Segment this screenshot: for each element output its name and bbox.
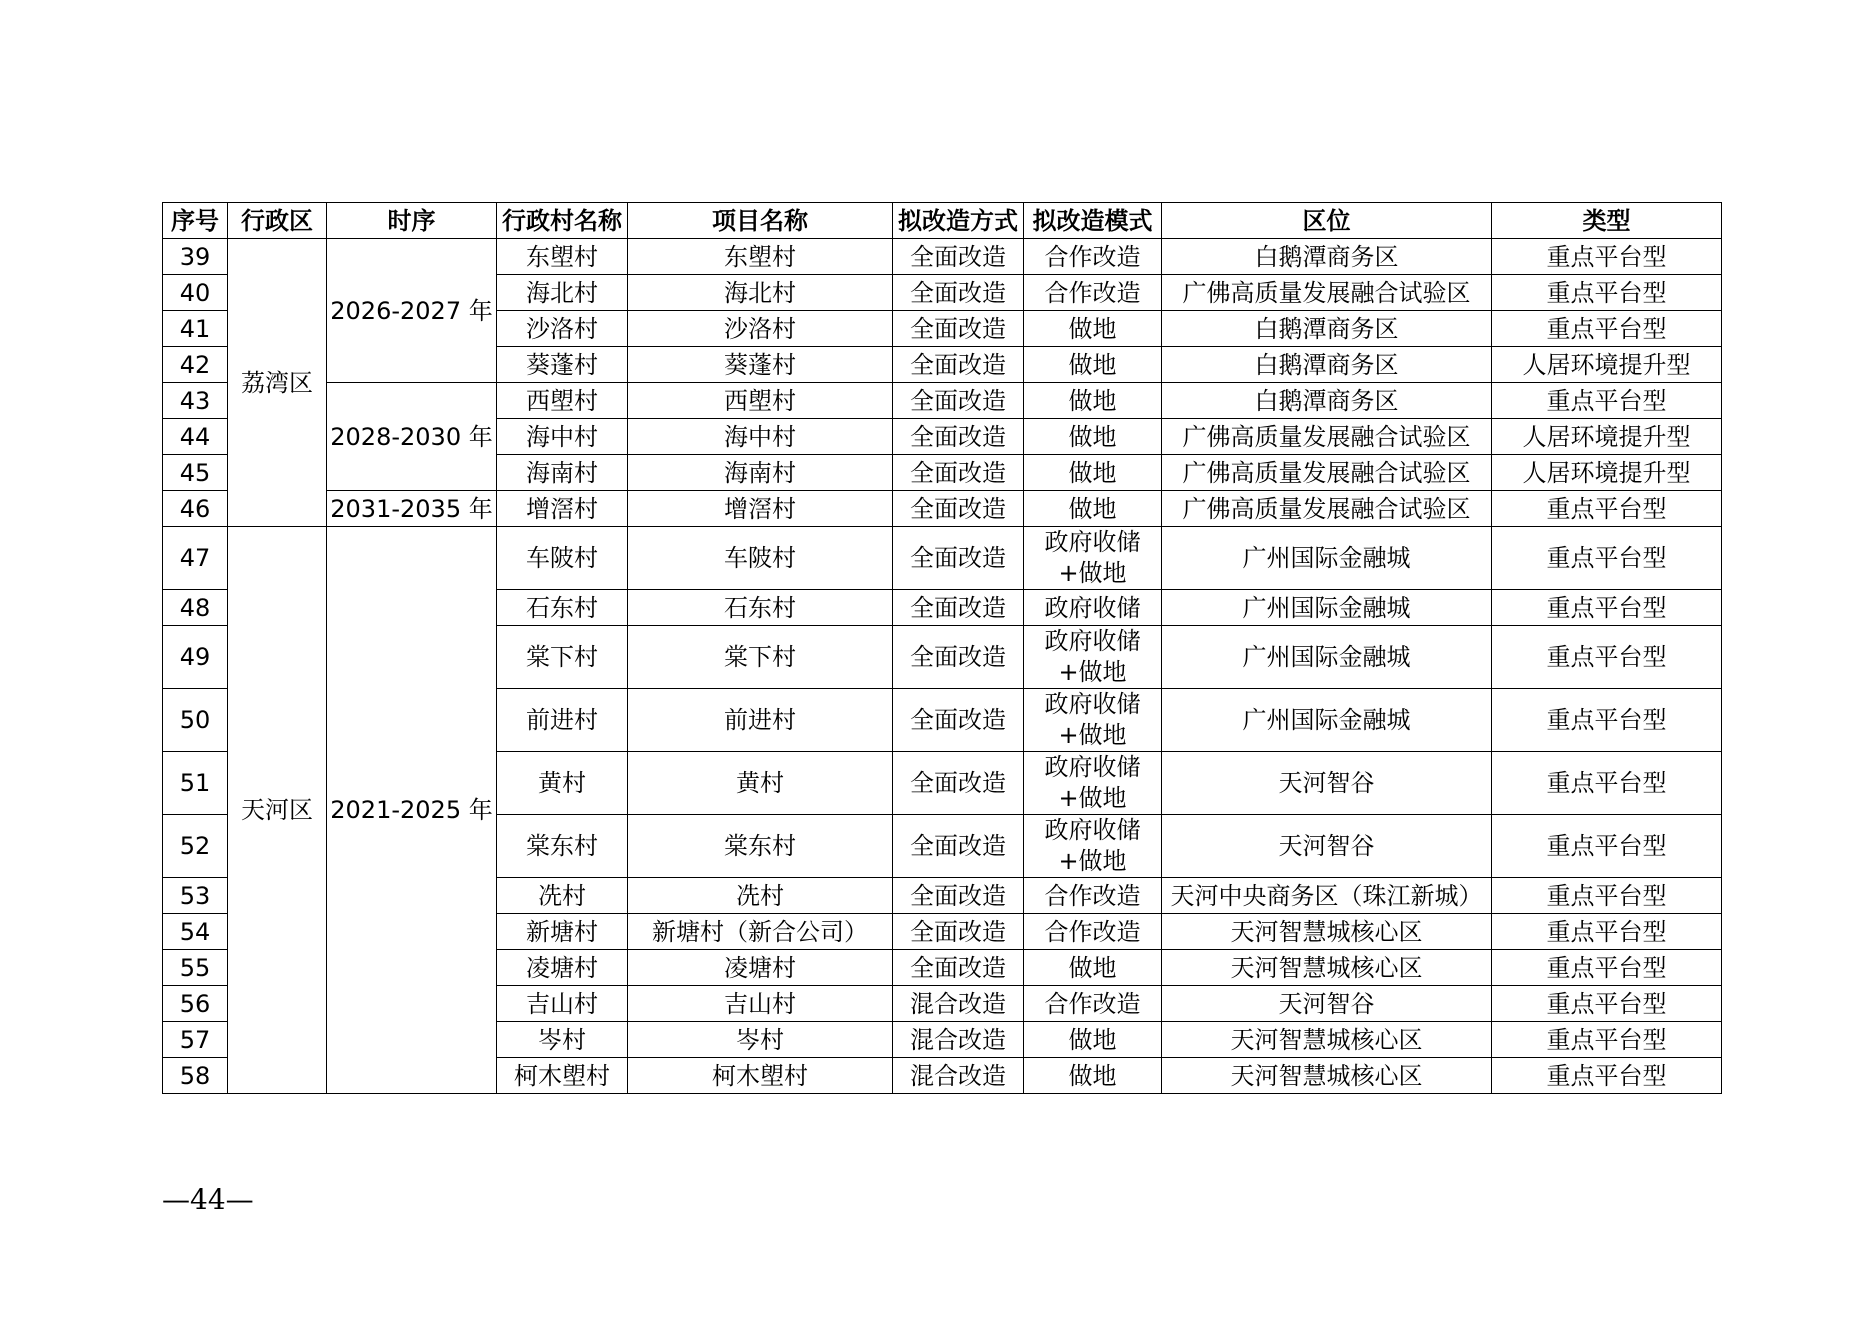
cell-renovation-mode: 做地 (1024, 347, 1162, 383)
cell-type: 重点平台型 (1492, 491, 1722, 527)
cell-renovation-method: 全面改造 (893, 275, 1024, 311)
cell-village-name: 海南村 (497, 455, 628, 491)
cell-renovation-mode: 做地 (1024, 950, 1162, 986)
cell-period-group: 2028-2030 年 (327, 383, 497, 491)
cell-renovation-method: 全面改造 (893, 815, 1024, 878)
cell-project-name: 棠下村 (628, 626, 893, 689)
cell-location: 广佛高质量发展融合试验区 (1162, 275, 1492, 311)
cell-village-name: 棠下村 (497, 626, 628, 689)
cell-project-name: 前进村 (628, 689, 893, 752)
cell-renovation-method: 全面改造 (893, 347, 1024, 383)
table-row (163, 239, 1722, 275)
cell-type: 重点平台型 (1492, 986, 1722, 1022)
cell-type: 重点平台型 (1492, 527, 1722, 590)
cell-location: 广佛高质量发展融合试验区 (1162, 455, 1492, 491)
cell-location: 天河智慧城核心区 (1162, 950, 1492, 986)
cell-location: 天河智慧城核心区 (1162, 1058, 1492, 1094)
cell-renovation-method: 全面改造 (893, 878, 1024, 914)
cell-serial-number: 52 (163, 815, 228, 878)
cell-project-name: 黄村 (628, 752, 893, 815)
cell-renovation-method: 全面改造 (893, 590, 1024, 626)
cell-serial-number: 39 (163, 239, 228, 275)
header-location: 区位 (1162, 203, 1492, 239)
cell-location: 广佛高质量发展融合试验区 (1162, 491, 1492, 527)
cell-renovation-method: 全面改造 (893, 914, 1024, 950)
cell-project-name: 东塱村 (628, 239, 893, 275)
cell-renovation-mode: 做地 (1024, 491, 1162, 527)
cell-district-group: 天河区 (228, 527, 327, 1094)
cell-project-name: 增滘村 (628, 491, 893, 527)
cell-project-name: 车陂村 (628, 527, 893, 590)
cell-renovation-mode: 政府收储 (1024, 590, 1162, 626)
cell-project-name: 石东村 (628, 590, 893, 626)
cell-project-name: 新塘村（新合公司） (628, 914, 893, 950)
header-serial-number: 序号 (163, 203, 228, 239)
cell-serial-number: 46 (163, 491, 228, 527)
cell-village-name: 吉山村 (497, 986, 628, 1022)
cell-renovation-mode: 政府收储+做地 (1024, 626, 1162, 689)
cell-type: 重点平台型 (1492, 239, 1722, 275)
cell-renovation-mode: 合作改造 (1024, 986, 1162, 1022)
cell-serial-number: 54 (163, 914, 228, 950)
cell-location: 白鹅潭商务区 (1162, 239, 1492, 275)
cell-period-group: 2021-2025 年 (327, 527, 497, 1094)
cell-project-name: 凌塘村 (628, 950, 893, 986)
cell-location: 广州国际金融城 (1162, 626, 1492, 689)
table-row (163, 527, 1722, 590)
cell-village-name: 海中村 (497, 419, 628, 455)
cell-serial-number: 41 (163, 311, 228, 347)
renovation-project-table (162, 202, 1722, 1094)
cell-renovation-method: 全面改造 (893, 527, 1024, 590)
cell-village-name: 棠东村 (497, 815, 628, 878)
cell-location: 天河智慧城核心区 (1162, 914, 1492, 950)
cell-renovation-method: 全面改造 (893, 383, 1024, 419)
cell-renovation-method: 全面改造 (893, 689, 1024, 752)
header-district: 行政区 (228, 203, 327, 239)
cell-village-name: 葵蓬村 (497, 347, 628, 383)
cell-project-name: 海中村 (628, 419, 893, 455)
cell-type: 重点平台型 (1492, 950, 1722, 986)
cell-renovation-mode: 合作改造 (1024, 914, 1162, 950)
cell-type: 人居环境提升型 (1492, 347, 1722, 383)
cell-type: 重点平台型 (1492, 311, 1722, 347)
page-number: —44— (162, 1183, 254, 1216)
cell-project-name: 棠东村 (628, 815, 893, 878)
cell-location: 广州国际金融城 (1162, 527, 1492, 590)
cell-type: 重点平台型 (1492, 1022, 1722, 1058)
cell-village-name: 增滘村 (497, 491, 628, 527)
cell-renovation-mode: 政府收储+做地 (1024, 752, 1162, 815)
cell-serial-number: 56 (163, 986, 228, 1022)
cell-village-name: 海北村 (497, 275, 628, 311)
cell-village-name: 前进村 (497, 689, 628, 752)
cell-location: 天河智慧城核心区 (1162, 1022, 1492, 1058)
cell-renovation-method: 混合改造 (893, 1058, 1024, 1094)
cell-renovation-mode: 政府收储+做地 (1024, 815, 1162, 878)
cell-type: 人居环境提升型 (1492, 455, 1722, 491)
cell-location: 天河中央商务区（珠江新城） (1162, 878, 1492, 914)
cell-village-name: 岑村 (497, 1022, 628, 1058)
cell-renovation-mode: 做地 (1024, 1058, 1162, 1094)
cell-project-name: 葵蓬村 (628, 347, 893, 383)
table-header-row (163, 203, 1722, 239)
cell-renovation-method: 全面改造 (893, 491, 1024, 527)
cell-project-name: 西塱村 (628, 383, 893, 419)
cell-period-group: 2031-2035 年 (327, 491, 497, 527)
cell-project-name: 海北村 (628, 275, 893, 311)
cell-type: 重点平台型 (1492, 383, 1722, 419)
cell-location: 广州国际金融城 (1162, 590, 1492, 626)
cell-type: 重点平台型 (1492, 878, 1722, 914)
cell-village-name: 东塱村 (497, 239, 628, 275)
cell-renovation-method: 全面改造 (893, 950, 1024, 986)
cell-renovation-method: 混合改造 (893, 1022, 1024, 1058)
cell-location: 白鹅潭商务区 (1162, 311, 1492, 347)
cell-renovation-method: 全面改造 (893, 239, 1024, 275)
cell-village-name: 柯木塱村 (497, 1058, 628, 1094)
cell-village-name: 沙洛村 (497, 311, 628, 347)
cell-serial-number: 40 (163, 275, 228, 311)
cell-serial-number: 47 (163, 527, 228, 590)
cell-type: 重点平台型 (1492, 914, 1722, 950)
cell-location: 白鹅潭商务区 (1162, 347, 1492, 383)
header-renovation-method: 拟改造方式 (893, 203, 1024, 239)
cell-village-name: 新塘村 (497, 914, 628, 950)
cell-renovation-method: 全面改造 (893, 626, 1024, 689)
header-project-name: 项目名称 (628, 203, 893, 239)
cell-renovation-method: 全面改造 (893, 752, 1024, 815)
cell-type: 人居环境提升型 (1492, 419, 1722, 455)
cell-location: 天河智谷 (1162, 752, 1492, 815)
cell-serial-number: 45 (163, 455, 228, 491)
header-village-name: 行政村名称 (497, 203, 628, 239)
cell-location: 广佛高质量发展融合试验区 (1162, 419, 1492, 455)
cell-renovation-mode: 政府收储+做地 (1024, 689, 1162, 752)
cell-serial-number: 50 (163, 689, 228, 752)
cell-renovation-mode: 合作改造 (1024, 239, 1162, 275)
cell-renovation-mode: 做地 (1024, 455, 1162, 491)
cell-project-name: 冼村 (628, 878, 893, 914)
cell-type: 重点平台型 (1492, 752, 1722, 815)
cell-village-name: 黄村 (497, 752, 628, 815)
cell-type: 重点平台型 (1492, 1058, 1722, 1094)
table-row (163, 491, 1722, 527)
cell-project-name: 岑村 (628, 1022, 893, 1058)
cell-renovation-method: 全面改造 (893, 311, 1024, 347)
cell-renovation-mode: 做地 (1024, 383, 1162, 419)
cell-location: 天河智谷 (1162, 815, 1492, 878)
cell-renovation-method: 全面改造 (893, 419, 1024, 455)
cell-serial-number: 43 (163, 383, 228, 419)
cell-village-name: 西塱村 (497, 383, 628, 419)
cell-project-name: 吉山村 (628, 986, 893, 1022)
cell-renovation-method: 全面改造 (893, 455, 1024, 491)
cell-serial-number: 48 (163, 590, 228, 626)
cell-renovation-mode: 做地 (1024, 311, 1162, 347)
table-row (163, 383, 1722, 419)
header-type: 类型 (1492, 203, 1722, 239)
cell-type: 重点平台型 (1492, 689, 1722, 752)
cell-serial-number: 55 (163, 950, 228, 986)
cell-location: 天河智谷 (1162, 986, 1492, 1022)
cell-location: 白鹅潭商务区 (1162, 383, 1492, 419)
cell-serial-number: 49 (163, 626, 228, 689)
cell-serial-number: 58 (163, 1058, 228, 1094)
cell-serial-number: 44 (163, 419, 228, 455)
cell-type: 重点平台型 (1492, 815, 1722, 878)
cell-serial-number: 53 (163, 878, 228, 914)
cell-renovation-mode: 做地 (1024, 419, 1162, 455)
cell-renovation-mode: 政府收储+做地 (1024, 527, 1162, 590)
cell-village-name: 石东村 (497, 590, 628, 626)
cell-project-name: 沙洛村 (628, 311, 893, 347)
cell-renovation-method: 混合改造 (893, 986, 1024, 1022)
cell-renovation-mode: 合作改造 (1024, 878, 1162, 914)
cell-serial-number: 42 (163, 347, 228, 383)
cell-type: 重点平台型 (1492, 626, 1722, 689)
cell-renovation-mode: 做地 (1024, 1022, 1162, 1058)
cell-district-group: 荔湾区 (228, 239, 327, 527)
cell-village-name: 凌塘村 (497, 950, 628, 986)
cell-village-name: 冼村 (497, 878, 628, 914)
cell-period-group: 2026-2027 年 (327, 239, 497, 383)
cell-village-name: 车陂村 (497, 527, 628, 590)
cell-location: 广州国际金融城 (1162, 689, 1492, 752)
cell-type: 重点平台型 (1492, 275, 1722, 311)
cell-project-name: 柯木塱村 (628, 1058, 893, 1094)
cell-project-name: 海南村 (628, 455, 893, 491)
header-renovation-mode: 拟改造模式 (1024, 203, 1162, 239)
cell-renovation-mode: 合作改造 (1024, 275, 1162, 311)
header-period: 时序 (327, 203, 497, 239)
cell-type: 重点平台型 (1492, 590, 1722, 626)
cell-serial-number: 51 (163, 752, 228, 815)
cell-serial-number: 57 (163, 1022, 228, 1058)
